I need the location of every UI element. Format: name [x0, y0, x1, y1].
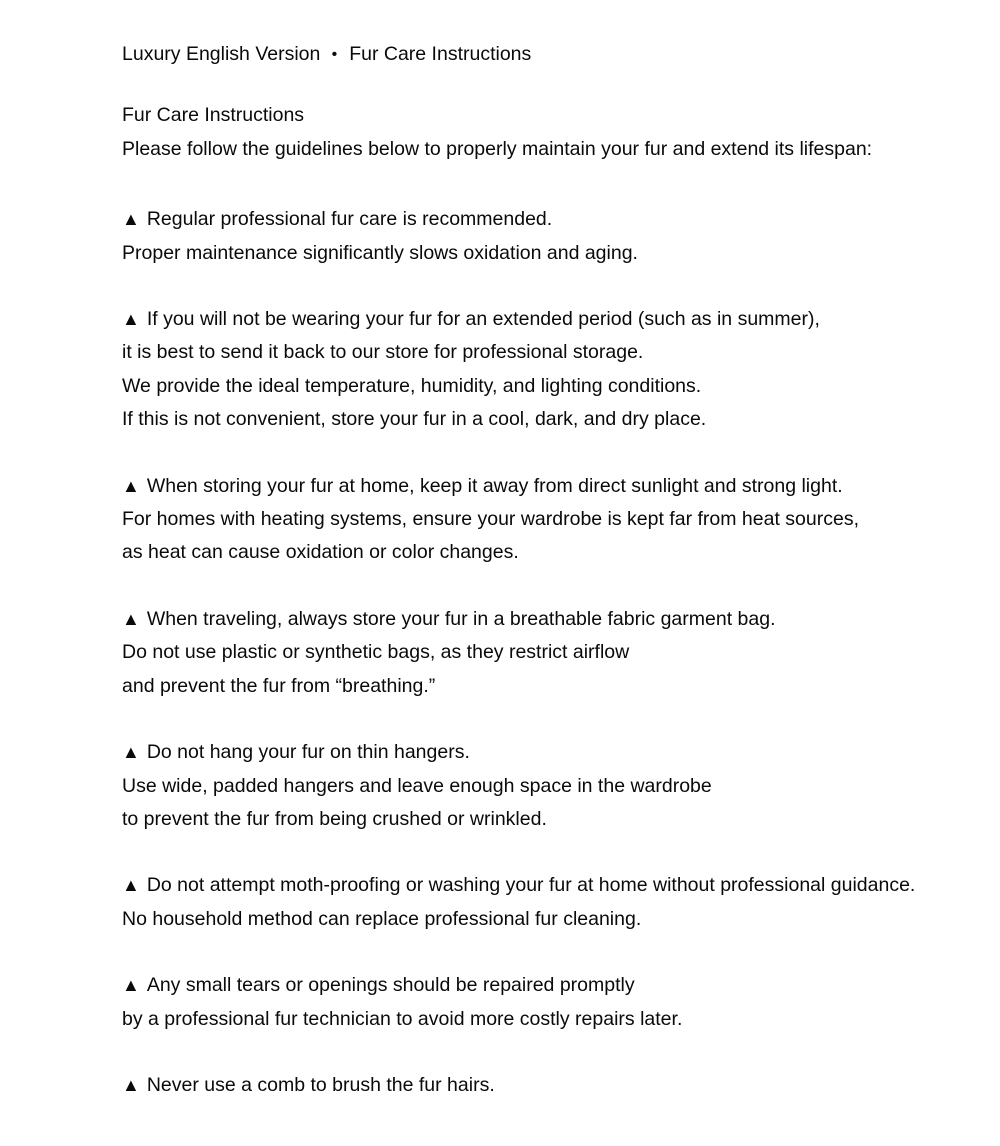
instruction-line — [122, 203, 950, 236]
instruction-line: to prevent the fur from being crushed or wrinkled. — [122, 807, 547, 830]
section-traveling — [122, 603, 950, 703]
instruction-line: We provide the ideal temperature, humidity, and lighting conditions. — [122, 374, 702, 397]
section-home-storage — [122, 470, 950, 570]
instruction-text: If you will not be wearing your fur for an extended period (such as in summer), — [146, 308, 820, 331]
instruction-line — [122, 869, 950, 902]
instruction-line: For homes with heating systems, ensure your wardrobe is kept far from heat sources, — [122, 508, 859, 531]
instruction-line — [122, 470, 950, 503]
instruction-line: Proper maintenance significantly slows oxidation and aging. — [122, 241, 638, 264]
instruction-line — [122, 303, 950, 336]
instruction-text: Never use a comb to brush the fur hairs. — [146, 1073, 495, 1096]
instruction-line: No household method can replace professional fur cleaning. — [122, 907, 642, 930]
breadcrumb-right-label: Fur Care Instructions — [349, 43, 532, 65]
instruction-line: as heat can cause oxidation or color changes. — [122, 541, 519, 564]
instruction-line — [122, 1069, 950, 1102]
section-moth-proofing — [122, 869, 950, 936]
triangle-bullet-icon: ▲ — [122, 875, 140, 896]
instruction-text: When traveling, always store your fur in a breathable fabric garment bag. — [146, 607, 776, 630]
triangle-bullet-icon: ▲ — [122, 1074, 140, 1095]
dot-separator-icon: • — [331, 45, 338, 64]
triangle-bullet-icon: ▲ — [122, 742, 140, 763]
triangle-bullet-icon: ▲ — [122, 975, 140, 996]
section-extended-storage — [122, 303, 950, 437]
instruction-line: Do not use plastic or synthetic bags, as they restrict airflow — [122, 641, 630, 664]
page-title: Fur Care Instructions — [122, 104, 305, 127]
instruction-text: Do not hang your fur on thin hangers. — [146, 741, 470, 764]
triangle-bullet-icon: ▲ — [122, 309, 140, 330]
instruction-text: Any small tears or openings should be repaired promptly — [146, 974, 635, 997]
instruction-text: When storing your fur at home, keep it away from direct sunlight and strong light. — [146, 474, 843, 497]
instruction-line: by a professional fur technician to avoid more costly repairs later. — [122, 1007, 683, 1030]
section-repairs — [122, 969, 950, 1036]
instruction-line: and prevent the fur from “breathing.” — [122, 674, 436, 697]
instruction-line: Use wide, padded hangers and leave enough space in the wardrobe — [122, 774, 712, 797]
breadcrumb-left-label: Luxury English Version — [122, 43, 321, 65]
instruction-text: Regular professional fur care is recommended. — [146, 208, 553, 231]
intro-block — [122, 99, 950, 166]
section-combing — [122, 1069, 950, 1102]
instruction-line: If this is not convenient, store your fur in a cool, dark, and dry place. — [122, 408, 707, 431]
breadcrumb — [122, 38, 950, 71]
triangle-bullet-icon: ▲ — [122, 209, 140, 230]
triangle-bullet-icon: ▲ — [122, 608, 140, 629]
instruction-line: it is best to send it back to our store for professional storage. — [122, 341, 644, 364]
triangle-bullet-icon: ▲ — [122, 475, 140, 496]
instruction-text: Do not attempt moth-proofing or washing your fur at home without professional guidance. — [146, 874, 916, 897]
intro-subtitle: Please follow the guidelines below to properly maintain your fur and extend its lifespan: — [122, 137, 873, 160]
instruction-line — [122, 603, 950, 636]
section-professional-care — [122, 203, 950, 270]
instruction-line — [122, 736, 950, 769]
instruction-line — [122, 969, 950, 1002]
section-hangers — [122, 736, 950, 836]
